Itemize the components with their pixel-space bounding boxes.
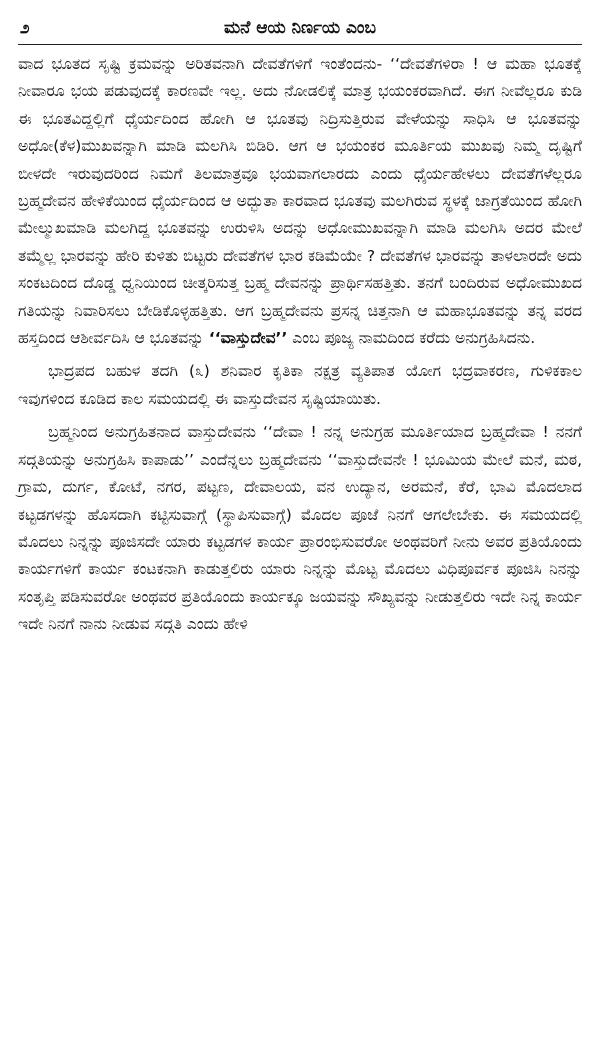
paragraph-1	[18, 51, 582, 352]
paragraph-2: ಭಾದ್ರಪದ ಬಹುಳ ತದಗಿ (೩) ಶನಿವಾರ ಕೃತಿಕಾ ನಕ್ಷತ್ರ ವ್ಯತಿಪಾತ ಯೋಗ ಭದ್ರವಾಕರಣ, ಗುಳಿಕಕಾಲ ಇವುಗಳಿಂದ ಕೂಡಿದ ಕಾಲ ಸಮಯದಲ್ಲಿ ಈ ವಾಸ್ತುದೇವನ ಸೃಷ್ಟಿಯಾಯಿತು.	[18, 362, 582, 408]
paragraph-1-text-end: ಎಂಬ ಪೂಜ್ಯ ನಾಮದಿಂದ ಕರೆದು ಅನುಗ್ರಹಿಸಿದನು.	[287, 329, 536, 348]
running-title: ಮನೆ ಆಯ ನಿರ್ಣಯ ಎಂಬ	[224, 18, 376, 38]
paragraph-1-text: ವಾದ ಭೂತದ ಸೃಷ್ಟಿ ಕ್ರಮವನ್ನು ಅರಿತವನಾಗಿ ದೇವತೆಗಳಿಗೆ ಇಂತೆಂದನು- ‘‘ದೇವತೆಗಳಿರಾ ! ಆ ಮಹಾ ಭೂತಕ್ಕೆ ನೀವಾರೂ ಭಯ ಪಡುವುದಕ್ಕೆ ಕಾರಣವೇ ಇಲ್ಲ. ಅದು ನೋಡಲಿಕ್ಕೆ ಮಾತ್ರ ಭಯಂಕರವಾಗಿದೆ. ಈಗ ನೀವೆಲ್ಲರೂ ಕುಡಿ ಈ ಭೂತವಿದ್ದಲ್ಲಿಗೆ ಧೈರ್ಯದಿಂದ ಹೋಗಿ ಆ ಭೂತವು ನಿದ್ರಿಸುತ್ತಿರುವ ವೇಳೆಯನ್ನು ಸಾಧಿಸಿ ಆ ಭೂತವನ್ನು ಅಧೋ(ಕೆಳ)ಮುಖವನ್ನಾಗಿ ಮಾಡಿ ಮಲಗಿಸಿ ಬಿಡಿರಿ. ಆಗ ಆ ಭಯಂಕರ ಮೂರ್ತಿಯ ಮುಖವು ನಿಮ್ಮ ದೃಷ್ಟಿಗೆ ಬೀಳದೇ ಇರುವುದರಿಂದ ನಿಮಗೆ ತಿಲಮಾತ್ರವೂ ಭಯವಾಗಲಾರದು ಎಂದು ಧೈರ್ಯಹೇಳಲು ದೇವತೆಗಳೆಲ್ಲರೂ ಬ್ರಹ್ಮದೇವನ ಹೇಳಿಕೆಯಿಂದ ಧೈರ್ಯದಿಂದ ಆ ಅದ್ಭುತಾ ಕಾರವಾದ ಭೂತವು ಮಲಗಿರುವ ಸ್ಥಳಕ್ಕೆ ಜಾಗ್ರತೆಯಿಂದ ಹೋಗಿ ಮೇಲ್ಮುಖಮಾಡಿ ಮಲಗಿದ್ದ ಭೂತವನ್ನು ಉರುಳಿಸಿ ಅದನ್ನು ಅಧೋಮುಖವನ್ನಾಗಿ ಮಾಡಿ ಮಲಗಿಸಿ ಅದರ ಮೇಲೆ ತಮ್ಮೆಲ್ಲ ಭಾರವನ್ನು ಹೇರಿ ಕುಳಿತು ಬಿಟ್ಟರು ದೇವತೆಗಳ ಭಾರ ಕಡಿಮೆಯೇ ? ದೇವತೆಗಳ ಭಾರವನ್ನು ತಾಳಲಾರದೇ ಅದು ಸಂಕಟದಿಂದ ದೊಡ್ಡ ಧ್ವನಿಯಿಂದ ಚೀತ್ಕರಿಸುತ್ತ ಬ್ರಹ್ಮ ದೇವನನ್ನು ಪ್ರಾರ್ಥಿಸಹತ್ತಿತು. ತನಗೆ ಬಂದಿರುವ ಅಧೋಮುಖದ ಗತಿಯನ್ನು ನಿವಾರಿಸಲು ಬೇಡಿಕೊಳ್ಳಹತ್ತಿತು. ಆಗ ಬ್ರಹ್ಮದೇವನು ಪ್ರಸನ್ನ ಚಿತ್ತನಾಗಿ ಆ ಮಹಾಭೂತವನ್ನು ತನ್ನ ವರದ ಹಸ್ತದಿಂದ ಆಶೀರ್ವದಿಸಿ ಆ ಭೂತವನ್ನು	[18, 55, 582, 348]
body-text	[18, 51, 582, 639]
vastudeva-name: ‘‘ವಾಸ್ತುದೇವ’’	[208, 329, 288, 348]
page-number: ೨	[20, 18, 30, 38]
page-header	[18, 14, 582, 45]
paragraph-3: ಬ್ರಹ್ಮನಿಂದ ಅನುಗ್ರಹಿತನಾದ ವಾಸ್ತುದೇವನು ‘‘ದೇವಾ ! ನನ್ನ ಅನುಗ್ರಹ ಮೂರ್ತಿಯಾದ ಬ್ರಹ್ಮದೇವಾ ! ನನಗೆ ಸದ್ಗತಿಯನ್ನು ಅನುಗ್ರಹಿಸಿ ಕಾಪಾಡು’’ ಎಂದೆನ್ನಲು ಬ್ರಹ್ಮದೇವನು ‘‘ವಾಸ್ತುದೇವನೇ ! ಭೂಮಿಯ ಮೇಲೆ ಮನೆ, ಮಠ, ಗ್ರಾಮ, ದುರ್ಗ, ಕೋಟೆ, ನಗರ, ಪಟ್ಟಣ, ದೇವಾಲಯ, ವನ ಉದ್ಯಾನ, ಅರಮನೆ, ಕೆರೆ, ಭಾವಿ ಮೊದಲಾದ ಕಟ್ಟಡಗಳನ್ನು ಹೊಸದಾಗಿ ಕಟ್ಟಿಸುವಾಗ್ಗೆ (ಸ್ಥಾಪಿಸುವಾಗ್ಗೆ) ಮೊದಲ ಪೂಜೆ ನಿನಗೆ ಆಗಲೇಬೇಕು. ಈ ಸಮಯದಲ್ಲಿ ಮೊದಲು ನಿನ್ನನ್ನು ಪೂಜಿಸದೇ ಯಾರು ಕಟ್ಟಡಗಳ ಕಾರ್ಯ ಪ್ರಾರಂಭಿಸುವರೋ ಅಂಥವರಿಗೆ ನೀನು ಅವರ ಪ್ರತಿಯೊಂದು ಕಾರ್ಯಗಳಿಗೆ ಕಾರ್ಯ ಕಂಟಕನಾಗಿ ಕಾಡುತ್ತಲಿರು ಯಾರು ನಿನ್ನನ್ನು ಮೊಟ್ಟ ಮೊದಲು ವಿಧಿಪೂರ್ವಕ ಪೂಜಿಸಿ ನಿನನ್ನು ಸಂತೃಪ್ತಿ ಪಡಿಸುವರೋ ಅಂಥವರ ಪ್ರತಿಯೊಂದು ಕಾರ್ಯಕ್ಕೂ ಜಯವನ್ನು ಸೌಖ್ಯವನ್ನು ನೀಡುತ್ತಲಿರು ಇದೇ ನಿನ್ನ ಕಾರ್ಯ ಇದೇ ನಿನಗೆ ನಾನು ನೀಡುವ ಸದ್ಗತಿ ಎಂದು ಹೇಳಿ	[18, 423, 582, 634]
